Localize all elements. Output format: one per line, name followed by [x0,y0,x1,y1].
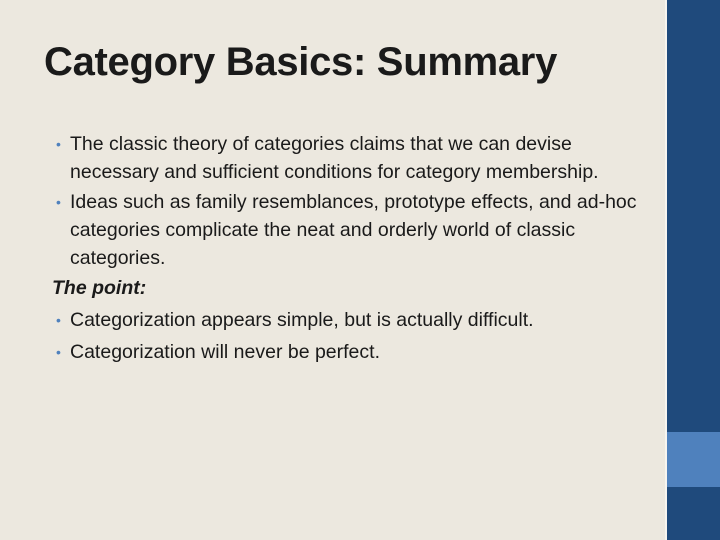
bullet-item [52,338,652,366]
bullet-item [52,188,652,272]
sidebar-decoration [667,0,720,540]
bullet-icon: • [56,194,61,210]
sidebar-band-bottom [667,487,720,540]
point-heading: The point: [52,277,147,299]
sidebar-band-accent [667,432,720,487]
bullet-item [52,130,652,186]
point-bullet-list [52,306,652,366]
slide-title: Category Basics: Summary [44,40,558,84]
bullet-item [52,306,652,334]
bullet-text: Categorization appears simple, but is actually difficult. [70,309,534,331]
slide-body [52,130,652,370]
bullet-icon: • [56,344,61,360]
bullet-icon: • [56,136,61,152]
bullet-text: Ideas such as family resemblances, prototype effects, and ad-hoc categories complicate the neat and orderly world of classic categories. [70,191,637,269]
sidebar-band-top [667,0,720,432]
bullet-text: Categorization will never be perfect. [70,341,380,363]
bullet-list [52,130,652,272]
bullet-icon: • [56,312,61,328]
bullet-text: The classic theory of categories claims that we can devise necessary and sufficient conditions for category membership. [70,133,599,183]
